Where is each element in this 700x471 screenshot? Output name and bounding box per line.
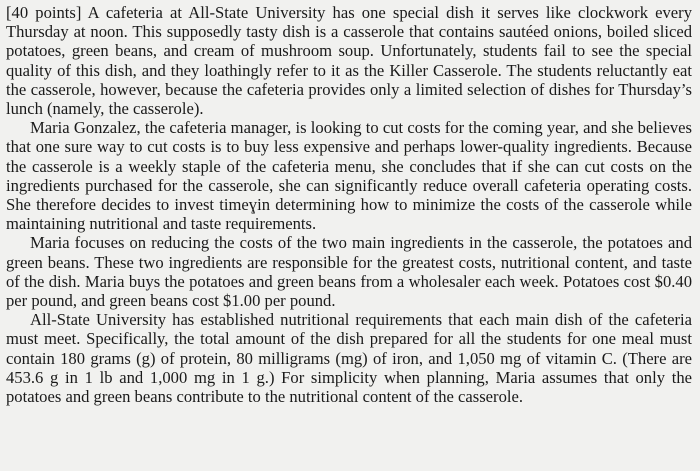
paragraph-nutrition-requirements: All-State University has established nutritional requirements that each main dish of the cafeteria must meet. Specifically, the total amount of the dish prepared for all the students for one meal must contain 180 grams (g) of protein, 80 milligrams (mg) of iron, and 1,050 mg of vitamin C. (There are 453.6 g in 1 lb and 1,000 mg in 1 g.) For simplicity when planning, Maria assumes that only the potatoes and green beans contribute to the nutritional content of the casserole.	[6, 310, 692, 407]
paragraph-manager-goal: Maria Gonzalez, the cafeteria manager, is looking to cut costs for the coming year, and she believes that one sure way to cut costs is to buy less expensive and perhaps lower-quality ingredients. Because the casserole is a weekly staple of the cafeteria menu, she concludes that if she can cut costs on the ingredients purchased for the casserole, she can significantly reduce overall cafeteria operating costs. She therefore decides to invest timeɣin determining how to minimize the costs of the casserole while maintaining nutritional and taste requirements.	[6, 118, 692, 234]
paragraph-ingredient-costs: Maria focuses on reducing the costs of the two main ingredients in the casserole, the potatoes and green beans. These two ingredients are responsible for the greatest costs, nutritional content, and taste of the dish. Maria buys the potatoes and green beans from a wholesaler each week. Potatoes cost $0.40 per pound, and green beans cost $1.00 per pound.	[6, 233, 692, 311]
paragraph-intro: [40 points] A cafeteria at All-State University has one special dish it serves like clockwork every Thursday at noon. This supposedly tasty dish is a casserole that contains sautéed onions, boiled sliced potatoes, green beans, and cream of mushroom soup. Unfortunately, students fail to see the special quality of this dish, and they loathingly refer to it as the Killer Casserole. The students reluctantly eat the casserole, however, because the cafeteria provides only a limited selection of dishes for Thursday’s lunch (namely, the casserole).	[6, 3, 692, 119]
